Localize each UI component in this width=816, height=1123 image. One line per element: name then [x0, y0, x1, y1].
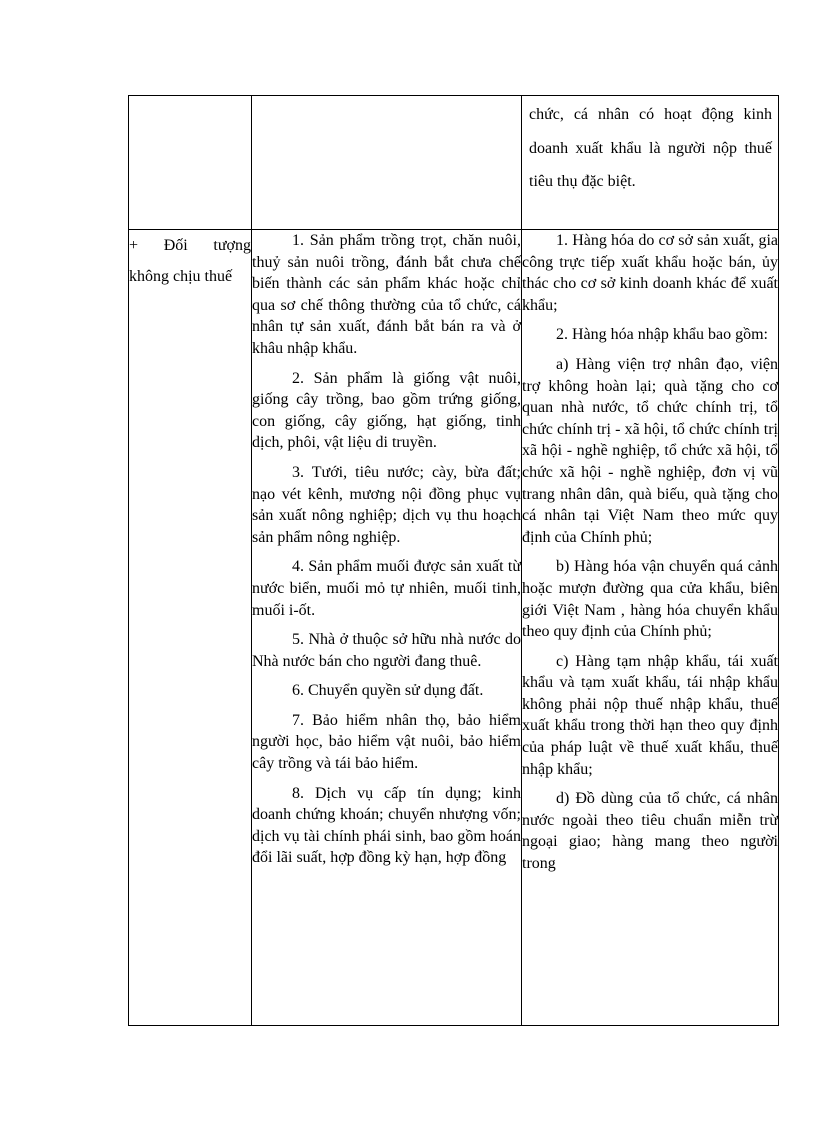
table-row-top: [129, 96, 779, 230]
excise-exempt-cell: [522, 230, 779, 1026]
excise-item-2a: a) Hàng viện trợ nhân đạo, viện trợ không hoàn lại; quà tặng cho cơ quan nhà nước, tổ chức chính trị, tổ chức chính trị - xã hội, tổ chức chính trị xã hội - nghề nghiệp, tổ chức xã hội, tổ chức xã hội - nghề nghiệp, đơn vị vũ trang nhân dân, quà biếu, quà tặng cho cá nhân tại Việt Nam theo mức quy định của Chính phủ;: [522, 355, 778, 546]
top-col2-cell: [252, 96, 522, 230]
table-row-main: [129, 230, 779, 1026]
vat-item-6: 6. Chuyển quyền sử dụng đất.: [292, 682, 484, 700]
excise-item-1: 1. Hàng hóa do cơ sở sản xuất, gia công trực tiếp xuất khẩu hoặc bán, ủy thác cho cơ sở kinh doanh khác để xuất khẩu;: [522, 232, 778, 314]
excise-item-2b: b) Hàng hóa vận chuyển quá cảnh hoặc mượn đường qua cửa khẩu, biên giới Việt Nam , hàng hóa chuyển khẩu theo quy định của Chính phủ;: [522, 558, 778, 641]
vat-item-8: 8. Dịch vụ cấp tín dụng; kinh doanh chứng khoán; chuyển nhượng vốn; dịch vụ tài chính phái sinh, bao gồm hoán đổi lãi suất, hợp đồng kỳ hạn, hợp đồng: [252, 784, 521, 867]
excise-item-2d: d) Đồ dùng của tổ chức, cá nhân nước ngoài theo tiêu chuẩn miễn trừ ngoại giao; hàng mang theo người trong: [522, 790, 778, 873]
vat-exempt-cell: [252, 230, 522, 1026]
excise-item-2c: c) Hàng tạm nhập khẩu, tái xuất khẩu và tạm xuất khẩu, tái nhập khẩu không phải nộp thuế nhập khẩu, thuế xuất khẩu trong thời hạn theo quy định của pháp luật về thuế xuất khẩu, thuế nhập khẩu;: [522, 652, 778, 778]
tax-comparison-table: [128, 95, 779, 1026]
top-col3-cell: [522, 96, 779, 230]
vat-item-3: 3. Tưới, tiêu nước; cày, bừa đất; nạo vét kênh, mương nội đồng phục vụ sản xuất nông nghiệp; dịch vụ thu hoạch sản phẩm nông nghiệp.: [252, 463, 521, 546]
vat-item-1: 1. Sản phẩm trồng trọt, chăn nuôi, thuỷ sản nuôi trồng, đánh bắt chưa chế biến thành các sản phẩm khác hoặc chỉ qua sơ chế thông thường của tổ chức, cá nhân tự sản xuất, đánh bắt bán ra và ở khâu nhập khẩu.: [252, 232, 521, 357]
vat-item-7: 7. Bảo hiểm nhân thọ, bảo hiểm người học, bảo hiểm vật nuôi, bảo hiểm cây trồng và tái bảo hiểm.: [252, 711, 521, 773]
top-col3-text: chức, cá nhân có hoạt động kinh doanh xuất khẩu là người nộp thuế tiêu thụ đặc biệt.: [529, 106, 772, 190]
top-col1-cell: [129, 96, 252, 230]
row-label: + Đối tượng không chịu thuế: [129, 237, 251, 285]
excise-item-2: 2. Hàng hóa nhập khẩu bao gồm:: [556, 326, 768, 344]
vat-item-5: 5. Nhà ở thuộc sở hữu nhà nước do Nhà nước bán cho người đang thuê.: [252, 631, 521, 670]
vat-item-4: 4. Sản phẩm muối được sản xuất từ nước biển, muối mỏ tự nhiên, muối tinh, muối i-ốt.: [252, 558, 521, 619]
vat-item-2: 2. Sản phẩm là giống vật nuôi, giống cây trồng, bao gồm trứng giống, con giống, cây giống, hạt giống, tinh dịch, phôi, vật liệu di truyền.: [252, 369, 521, 452]
row-label-cell: [129, 230, 252, 1026]
